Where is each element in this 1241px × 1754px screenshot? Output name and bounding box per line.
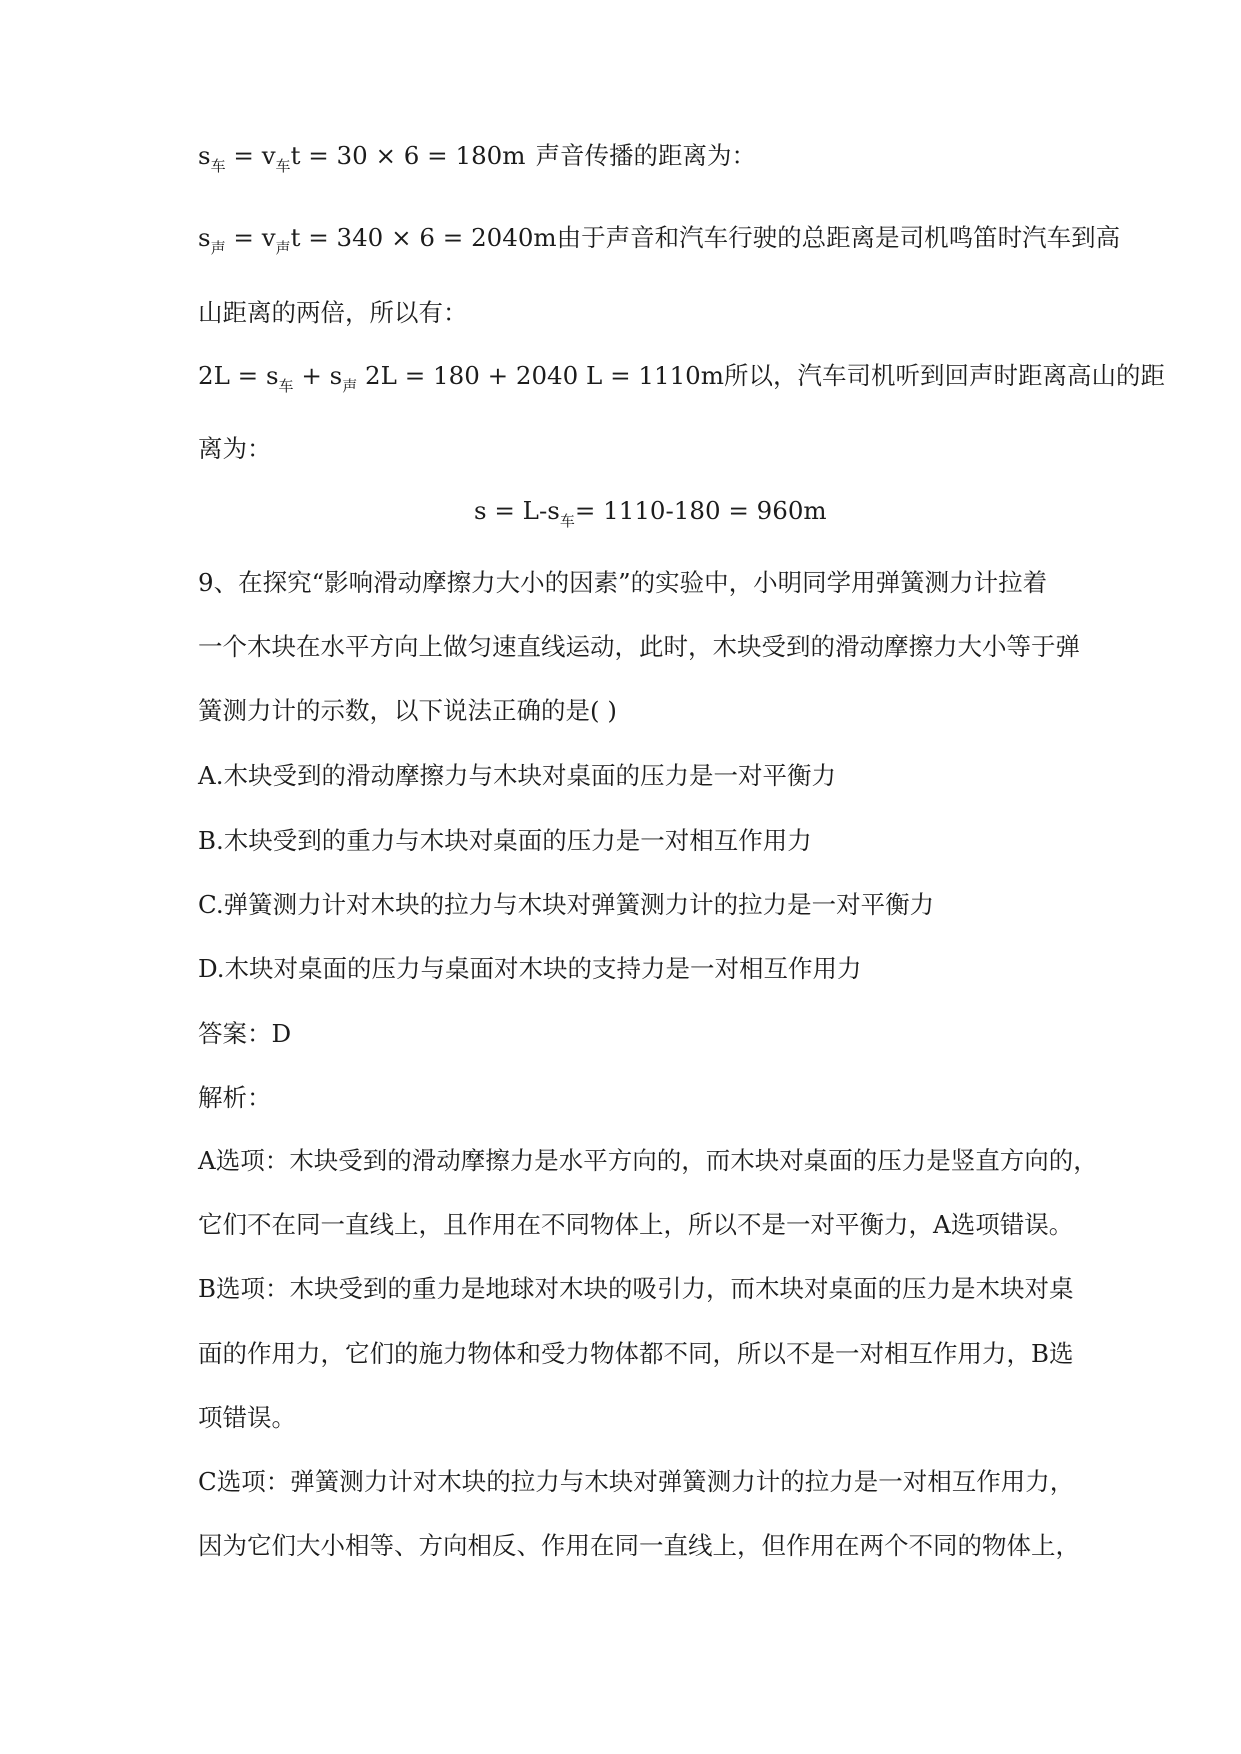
question-9-line-2: 一个木块在水平方向上做匀速直线运动，此时，木块受到的滑动摩擦力大小等于弹 xyxy=(198,632,1080,661)
analysis-a-line-2: 它们不在同一直线上，且作用在不同物体上，所以不是一对平衡力，A选项错误。 xyxy=(198,1210,1074,1239)
analysis-b-line-2: 面的作用力，它们的施力物体和受力物体都不同，所以不是一对相互作用力，B选 xyxy=(198,1339,1074,1368)
answer-line: 答案：D xyxy=(198,1019,292,1048)
analysis-c-line-1: C选项：弹簧测力计对木块的拉力与木块对弹簧测力计的拉力是一对相互作用力， xyxy=(198,1467,1075,1496)
question-9-line-3: 簧测力计的示数，以下说法正确的是( ) xyxy=(198,696,617,725)
paragraph-line: 离为： xyxy=(198,434,272,463)
option-d: D.木块对桌面的压力与桌面对木块的支持力是一对相互作用力 xyxy=(198,954,862,983)
question-9-line-1: 9、在探究“影响滑动摩擦力大小的因素”的实验中，小明同学用弹簧测力计拉着 xyxy=(198,568,1048,597)
analysis-b-line-3: 项错误。 xyxy=(198,1403,296,1432)
sound-distance-intro: 声音传播的距离为： xyxy=(535,141,756,170)
option-c: C.弹簧测力计对木块的拉力与木块对弹簧测力计的拉力是一对平衡力 xyxy=(198,890,935,919)
total-distance-equation-line xyxy=(198,360,1165,395)
option-a: A.木块受到的滑动摩擦力与木块对桌面的压力是一对平衡力 xyxy=(198,761,836,790)
paragraph-line: 山距离的两倍，所以有： xyxy=(198,298,468,327)
echo-distance-text: 所以，汽车司机听到回声时距离高山的距 xyxy=(723,361,1165,390)
option-b: B.木块受到的重力与木块对桌面的压力是一对相互作用力 xyxy=(198,826,812,855)
total-distance-formula: $2L = s_车 + s_声$ 2L = 180 + 2040 L = 1110m xyxy=(198,361,724,395)
final-distance-formula: $s = L-s_车= 1110-180 = 960m$ xyxy=(474,496,827,530)
car-distance-formula: $s_车 = v_车t = 30 \times 6 = 180m$ xyxy=(198,141,526,175)
analysis-a-line-1: A选项：木块受到的滑动摩擦力是水平方向的，而木块对桌面的压力是竖直方向的， xyxy=(198,1146,1098,1175)
total-distance-text: 由于声音和汽车行驶的总距离是司机鸣笛时汽车到高 xyxy=(556,223,1121,252)
sound-distance-line xyxy=(198,222,1120,257)
analysis-c-line-2: 因为它们大小相等、方向相反、作用在同一直线上，但作用在两个不同的物体上， xyxy=(198,1531,1080,1560)
analysis-label: 解析： xyxy=(198,1083,272,1112)
sound-distance-formula: $s_声 = v_声t = 340 \times 6 = 2040m$ xyxy=(198,223,557,257)
analysis-b-line-1: B选项：木块受到的重力是地球对木块的吸引力，而木块对桌面的压力是木块对桌 xyxy=(198,1274,1074,1303)
car-distance-line xyxy=(198,140,756,175)
